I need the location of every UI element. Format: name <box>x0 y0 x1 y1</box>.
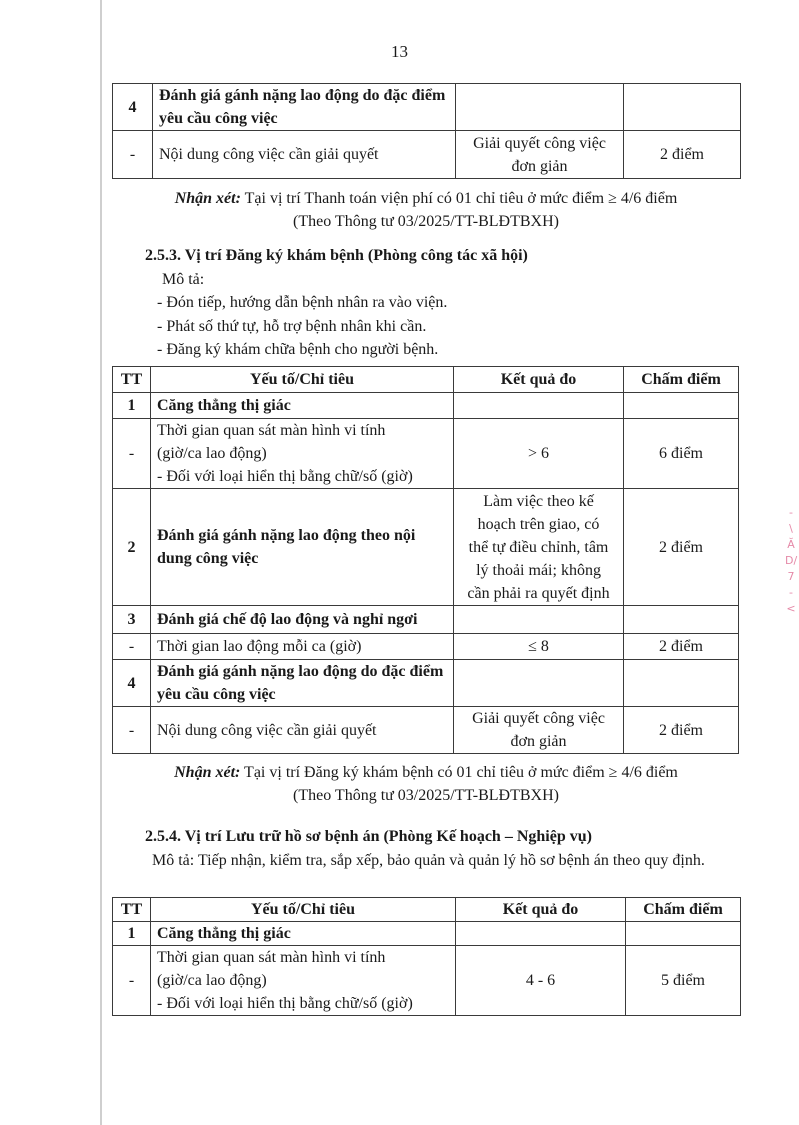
row-score <box>624 393 739 419</box>
table-row <box>113 131 741 179</box>
table-row <box>113 84 741 131</box>
row-result: ≤ 8 <box>454 634 624 660</box>
task-item: - Phát số thứ tự, hỗ trợ bệnh nhân khi cần. <box>157 318 427 335</box>
result-line: đơn giản <box>510 733 567 750</box>
result-line: Làm việc theo kế <box>483 492 594 510</box>
row-tt: - <box>113 131 153 179</box>
result-line: Giải quyết công việc <box>472 710 605 727</box>
row-criterion <box>151 419 454 489</box>
header-tt: TT <box>113 367 151 393</box>
margin-handwritten-annotation <box>785 505 797 617</box>
section-heading-2-5-3: 2.5.3. Vị trí Đăng ký khám bệnh (Phòng công tác xã hội) <box>145 247 528 264</box>
row-result <box>454 393 624 419</box>
continued-table <box>112 83 741 179</box>
annotation-glyph: 7 <box>787 570 795 583</box>
row-tt: 4 <box>113 84 153 131</box>
row-score <box>624 660 739 707</box>
table-row <box>113 660 739 707</box>
row-result: Giải quyết công việc đơn giản <box>456 131 624 179</box>
row-score <box>626 922 741 946</box>
row-criterion: Đánh giá gánh nặng lao động theo nội dung công việc <box>151 489 454 606</box>
table-row <box>113 393 739 419</box>
assessment-table-2-5-3 <box>112 366 739 754</box>
table-row <box>113 946 741 1016</box>
row-result <box>454 707 624 754</box>
table-row <box>113 707 739 754</box>
row-result <box>454 660 624 707</box>
criterion-line: - Đối với loại hiển thị bằng chữ/số (giờ) <box>157 995 413 1012</box>
remark-text: Tại vị trí Đăng ký khám bệnh có 01 chỉ tiêu ở mức điểm ≥ 4/6 điểm <box>240 764 678 781</box>
row-criterion <box>151 946 456 1016</box>
row-score: 2 điểm <box>624 707 739 754</box>
table-row <box>113 634 739 660</box>
row-criterion: Đánh giá gánh nặng lao động do đặc điểm yêu cầu công việc <box>153 84 456 131</box>
row-tt: 1 <box>113 393 151 419</box>
row-tt: 3 <box>113 606 151 634</box>
row-criterion: Căng thẳng thị giác <box>151 922 456 946</box>
remark-label: Nhận xét: <box>174 190 241 207</box>
row-score: 2 điểm <box>624 489 739 606</box>
row-score: 6 điểm <box>624 419 739 489</box>
description-label: Mô tả: <box>162 271 205 288</box>
row-criterion: Căng thẳng thị giác <box>151 393 454 419</box>
row-tt: - <box>113 707 151 754</box>
row-tt: - <box>113 946 151 1016</box>
result-line: thể tự điều chỉnh, tâm <box>468 538 609 556</box>
remark-reference: (Theo Thông tư 03/2025/TT-BLĐTBXH) <box>293 213 559 230</box>
remark-2-line <box>112 761 740 784</box>
row-criterion: Nội dung công việc cần giải quyết <box>151 707 454 754</box>
section-heading-2-5-4: 2.5.4. Vị trí Lưu trữ hồ sơ bệnh án (Phòng Kế hoạch – Nghiệp vụ) <box>145 828 592 845</box>
remark-1-line <box>112 187 740 210</box>
result-line: lý thoải mái; không <box>476 561 601 579</box>
row-score: 5 điểm <box>626 946 741 1016</box>
header-result: Kết quả đo <box>454 367 624 393</box>
table-row <box>113 489 739 606</box>
row-tt: - <box>113 419 151 489</box>
annotation-glyph: D/ <box>785 554 798 567</box>
remark-2 <box>112 761 740 807</box>
row-result <box>456 922 626 946</box>
task-item: - Đăng ký khám chữa bệnh cho người bệnh. <box>157 341 439 358</box>
row-criterion: Đánh giá gánh nặng lao động do đặc điểm yêu cầu công việc <box>151 660 454 707</box>
remark-1 <box>112 187 740 233</box>
criterion-line: (giờ/ca lao động) <box>157 445 267 462</box>
annotation-glyph: Ă <box>787 538 795 551</box>
criterion-line: - Đối với loại hiển thị bằng chữ/số (giờ) <box>157 468 413 485</box>
row-result: > 6 <box>454 419 624 489</box>
row-tt: 2 <box>113 489 151 606</box>
header-tt: TT <box>113 898 151 922</box>
table-header-row <box>113 898 741 922</box>
result-line: cần phải ra quyết định <box>467 584 610 602</box>
header-score: Chấm điểm <box>624 367 739 393</box>
table-row <box>113 419 739 489</box>
page-number: 13 <box>391 42 408 61</box>
header-score: Chấm điểm <box>626 898 741 922</box>
criterion-line: Thời gian quan sát màn hình vi tính <box>157 422 386 439</box>
row-result: 4 - 6 <box>456 946 626 1016</box>
row-result <box>454 489 624 606</box>
criterion-line: Thời gian quan sát màn hình vi tính <box>157 949 386 966</box>
remark-label: Nhận xét: <box>174 764 241 781</box>
annotation-glyph: < <box>786 602 796 615</box>
remark-reference: (Theo Thông tư 03/2025/TT-BLĐTBXH) <box>293 787 559 804</box>
row-criterion: Nội dung công việc cần giải quyết <box>153 131 456 179</box>
row-score: 2 điểm <box>624 131 741 179</box>
page-margin-rule <box>100 0 102 1125</box>
annotation-glyph: - <box>789 506 793 519</box>
row-score <box>624 606 739 634</box>
row-score <box>624 84 741 131</box>
criterion-line: (giờ/ca lao động) <box>157 972 267 989</box>
header-result: Kết quả đo <box>456 898 626 922</box>
row-tt: 1 <box>113 922 151 946</box>
table-header-row <box>113 367 739 393</box>
assessment-table-2-5-4 <box>112 897 741 1016</box>
annotation-glyph: \ <box>789 522 793 535</box>
table-row <box>113 606 739 634</box>
row-result <box>456 84 624 131</box>
header-criterion: Yếu tố/Chỉ tiêu <box>151 367 454 393</box>
row-tt: - <box>113 634 151 660</box>
row-score: 2 điểm <box>624 634 739 660</box>
task-item: - Đón tiếp, hướng dẫn bệnh nhân ra vào viện. <box>157 294 448 311</box>
row-criterion: Đánh giá chế độ lao động và nghỉ ngơi <box>151 606 454 634</box>
header-criterion: Yếu tố/Chỉ tiêu <box>151 898 456 922</box>
row-tt: 4 <box>113 660 151 707</box>
remark-text: Tại vị trí Thanh toán viện phí có 01 chỉ tiêu ở mức điểm ≥ 4/6 điểm <box>240 190 678 207</box>
row-criterion: Thời gian lao động mỗi ca (giờ) <box>151 634 454 660</box>
row-result <box>454 606 624 634</box>
section-description: Mô tả: Tiếp nhận, kiểm tra, sắp xếp, bảo quản và quản lý hồ sơ bệnh án theo quy định. <box>152 852 705 869</box>
annotation-glyph: - <box>789 586 793 599</box>
table-row <box>113 922 741 946</box>
result-line: hoạch trên giao, có <box>477 515 600 533</box>
